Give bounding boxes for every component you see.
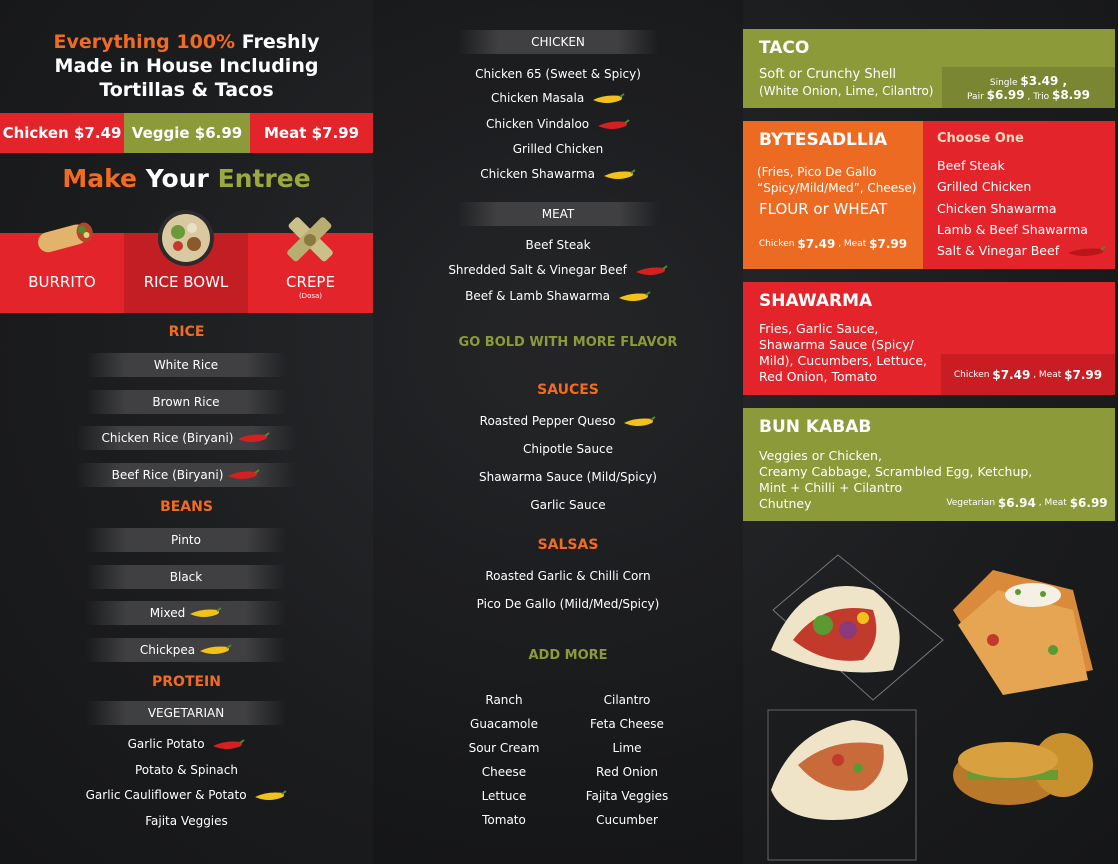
protein-title: PROTEIN: [152, 674, 221, 690]
choose-item[interactable]: [937, 243, 1106, 259]
item-label: Fajita Veggies: [145, 814, 228, 828]
price-bar: [0, 113, 373, 153]
bun-kabab-box[interactable]: [743, 408, 1115, 521]
bytesadllia-price: [743, 229, 923, 259]
item-label: Grilled Chicken: [512, 142, 604, 156]
food-photos: [743, 530, 1118, 864]
headline-line2: Made in House Including: [54, 55, 319, 77]
meat-item-beef-lamb-shawarma[interactable]: [373, 289, 743, 304]
item-label: VEGETARIAN: [147, 706, 225, 720]
chicken-item-grilled[interactable]: [373, 142, 743, 156]
item-label: Pinto: [171, 533, 201, 547]
rice-bowl-image: [156, 208, 216, 268]
salsa-item-pico[interactable]: [373, 597, 763, 611]
item-label: Beef Rice (Biryani): [111, 468, 224, 482]
beans-item-mixed[interactable]: [86, 601, 286, 625]
taco-line1: Soft or Crunchy Shell: [759, 67, 897, 82]
chicken-item-vindaloo[interactable]: [373, 117, 743, 132]
choose-item[interactable]: Grilled Chicken: [937, 179, 1032, 194]
make-word: Make: [62, 164, 138, 193]
item-label: Salt & Vinegar Beef: [937, 243, 1060, 258]
make-entree-title: [0, 164, 373, 193]
protein-item-potato-spinach[interactable]: [0, 763, 373, 777]
add-more-item[interactable]: Lime: [612, 741, 642, 755]
item-label: Garlic Potato: [127, 737, 205, 751]
shawarma-title: SHAWARMA: [759, 291, 873, 311]
protein-item-fajita-veggies[interactable]: [0, 814, 373, 828]
item-label: Shawarma Sauce (Mild/Spicy): [478, 470, 657, 484]
bun-kabab-photo: [953, 733, 1093, 805]
price-label: , Meat: [838, 239, 867, 249]
beans-title: BEANS: [160, 499, 213, 515]
shawarma-line: Mild), Cucumbers, Lettuce,: [759, 353, 928, 368]
add-more-item[interactable]: Guacamole: [470, 717, 538, 731]
taco-price-box: [942, 67, 1115, 108]
beans-item-pinto[interactable]: [86, 528, 286, 552]
red-pepper-icon: [226, 468, 260, 482]
chicken-price: Chicken $7.49: [0, 113, 124, 153]
item-label: Beef & Lamb Shawarma: [465, 289, 611, 303]
quesadilla-photo: [953, 570, 1093, 695]
taco-line2: (White Onion, Lime, Cilantro): [759, 84, 934, 98]
rice-item-brown[interactable]: [86, 390, 286, 414]
add-more-title: ADD MORE: [528, 648, 608, 663]
meat-price: Meat $7.99: [250, 113, 373, 153]
item-label: Black: [169, 570, 203, 584]
taco-box[interactable]: [743, 29, 1115, 108]
add-more-item[interactable]: Ranch: [485, 693, 523, 707]
entree-sublabel: (Dosa): [298, 292, 323, 300]
entree-label: RICE BOWL: [143, 273, 229, 291]
yellow-pepper-icon: [188, 606, 222, 620]
bun-kabab-line: Chutney: [759, 496, 812, 511]
rice-item-white[interactable]: [86, 353, 286, 377]
bytesadllia-line3: FLOUR or WHEAT: [759, 200, 888, 218]
meat-item-beef-steak[interactable]: [373, 238, 743, 252]
beans-item-chickpea[interactable]: [86, 638, 286, 662]
price-value: $8.99: [1051, 87, 1090, 102]
entree-label: CREPE: [286, 273, 335, 291]
yellow-pepper-icon: [622, 415, 656, 429]
your-word: Your: [145, 164, 209, 193]
sauce-item-shawarma[interactable]: [373, 470, 763, 484]
item-label: Mixed: [149, 606, 186, 620]
price-label: , Trio: [1027, 91, 1050, 102]
bytesadllia-title: BYTESADLLIA: [759, 130, 888, 150]
bytesadllia-box[interactable]: [743, 121, 1115, 269]
yellow-pepper-icon: [253, 789, 287, 803]
bun-kabab-line: Creamy Cabbage, Scrambled Egg, Ketchup,: [759, 464, 1033, 479]
choose-item[interactable]: Lamb & Beef Shawarma: [937, 222, 1088, 237]
shawarma-line: Shawarma Sauce (Spicy/: [759, 337, 914, 352]
protein-item-garlic-cauliflower[interactable]: [0, 788, 373, 803]
chicken-label: [458, 30, 658, 54]
price-label: Chicken: [953, 369, 990, 380]
rice-item-beef-biryani[interactable]: [76, 463, 296, 487]
price-value: $3.49 ,: [1020, 73, 1068, 88]
price-value: $7.49: [992, 367, 1031, 382]
headline-line1: Freshly: [241, 31, 320, 53]
yellow-pepper-icon: [591, 92, 625, 106]
price-label: , Meat: [1033, 369, 1062, 380]
item-label: Pico De Gallo (Mild/Med/Spicy): [476, 597, 660, 611]
bun-kabab-title: BUN KABAB: [759, 417, 872, 437]
go-bold-title: GO BOLD WITH MORE FLAVOR: [458, 335, 678, 350]
yellow-pepper-icon: [602, 168, 636, 182]
add-more-item[interactable]: Tomato: [482, 813, 526, 827]
bun-kabab-line: Mint + Chilli + Cilantro: [759, 480, 903, 495]
item-label: Chicken 65 (Sweet & Spicy): [475, 67, 641, 81]
item-label: Chicken Masala: [490, 91, 585, 105]
vegetarian-label: [86, 701, 286, 725]
veggie-price: Veggie $6.99: [124, 113, 250, 153]
sauce-item-garlic[interactable]: [373, 498, 763, 512]
entree-word: Entree: [217, 164, 311, 193]
add-more-item[interactable]: Feta Cheese: [590, 717, 664, 731]
sauce-item-queso[interactable]: [373, 414, 763, 429]
item-label: MEAT: [541, 207, 575, 221]
shawarma-price: [941, 354, 1115, 395]
rice-item-chicken-biryani[interactable]: [76, 426, 296, 450]
yellow-pepper-icon: [198, 643, 232, 657]
item-label: Shredded Salt & Vinegar Beef: [448, 263, 627, 277]
price-label: Pair: [967, 91, 984, 102]
red-pepper-icon: [596, 118, 630, 132]
add-more-item[interactable]: Lettuce: [481, 789, 527, 803]
choose-item[interactable]: Chicken Shawarma: [937, 201, 1057, 216]
item-label: Chipotle Sauce: [522, 442, 614, 456]
bun-kabab-price: [939, 488, 1115, 518]
shawarma-line: Red Onion, Tomato: [759, 369, 878, 384]
chicken-item-masala[interactable]: [373, 91, 743, 106]
item-label: Brown Rice: [152, 395, 220, 409]
red-pepper-icon: [634, 264, 668, 278]
bun-kabab-line: Veggies or Chicken,: [759, 448, 882, 463]
yellow-pepper-icon: [617, 290, 651, 304]
item-label: Roasted Pepper Queso: [479, 414, 616, 428]
sauce-item-chipotle[interactable]: [373, 442, 763, 456]
item-label: CHICKEN: [531, 35, 585, 49]
taco-photo: [771, 555, 943, 700]
price-label: , Meat: [1038, 498, 1067, 508]
red-pepper-icon: [236, 431, 270, 445]
item-label: White Rice: [153, 358, 219, 372]
shawarma-line: Fries, Garlic Sauce,: [759, 321, 879, 336]
red-pepper-icon: [1066, 245, 1106, 259]
price-label: Vegetarian: [946, 498, 996, 508]
entree-label: BURRITO: [28, 273, 96, 291]
salsas-title: SALSAS: [537, 537, 599, 553]
meat-label: [458, 202, 658, 226]
add-more-item[interactable]: Cheese: [481, 765, 527, 779]
red-pepper-icon: [211, 738, 245, 752]
add-more-item[interactable]: Sour Cream: [468, 741, 540, 755]
price-value: $7.49: [797, 237, 836, 251]
sauces-title: SAUCES: [537, 382, 599, 398]
burrito-photo: [768, 710, 916, 860]
burrito-image: [34, 218, 94, 258]
bytesadllia-line1: (Fries, Pico De Gallo: [757, 165, 877, 179]
protein-item-garlic-potato[interactable]: [0, 737, 373, 752]
price-label: Chicken: [758, 239, 795, 249]
salsa-item-garlic-corn[interactable]: [373, 569, 763, 583]
price-value: $6.99: [986, 87, 1025, 102]
price-label: Single: [989, 77, 1018, 88]
choose-one-title: Choose One: [937, 131, 1024, 146]
price-value: $7.99: [1064, 367, 1103, 382]
meat-item-salt-vinegar-beef[interactable]: [373, 263, 743, 278]
shawarma-box[interactable]: [743, 282, 1115, 395]
crepe-image: [280, 212, 340, 267]
item-label: Roasted Garlic & Chilli Corn: [485, 569, 651, 583]
item-label: Chicken Rice (Biryani): [101, 431, 234, 445]
item-label: Garlic Sauce: [530, 498, 606, 512]
add-more-item[interactable]: Cucumber: [596, 813, 658, 827]
item-label: Chicken Shawarma: [480, 167, 595, 181]
beans-item-black[interactable]: [86, 565, 286, 589]
item-label: Beef Steak: [525, 238, 591, 252]
price-value: $6.99: [1069, 496, 1108, 510]
headline: [0, 30, 373, 102]
chicken-item-65[interactable]: [373, 67, 743, 81]
chicken-item-shawarma[interactable]: [373, 167, 743, 182]
item-label: Chicken Vindaloo: [486, 117, 590, 131]
bytesadllia-line2: “Spicy/Mild/Med”, Cheese): [757, 181, 917, 195]
item-label: Garlic Cauliflower & Potato: [85, 788, 247, 802]
item-label: Potato & Spinach: [135, 763, 238, 777]
add-more-item[interactable]: Fajita Veggies: [585, 789, 669, 803]
rice-title: RICE: [168, 324, 205, 340]
price-value: $7.99: [869, 237, 908, 251]
add-more-item[interactable]: Cilantro: [603, 693, 651, 707]
price-value: $6.94: [997, 496, 1036, 510]
headline-line3: Tortillas & Tacos: [99, 79, 274, 101]
add-more-item[interactable]: Red Onion: [596, 765, 658, 779]
headline-highlight: Everything 100%: [53, 31, 236, 53]
taco-title: TACO: [759, 38, 810, 58]
item-label: Chickpea: [139, 643, 196, 657]
choose-item[interactable]: Beef Steak: [937, 158, 1005, 173]
